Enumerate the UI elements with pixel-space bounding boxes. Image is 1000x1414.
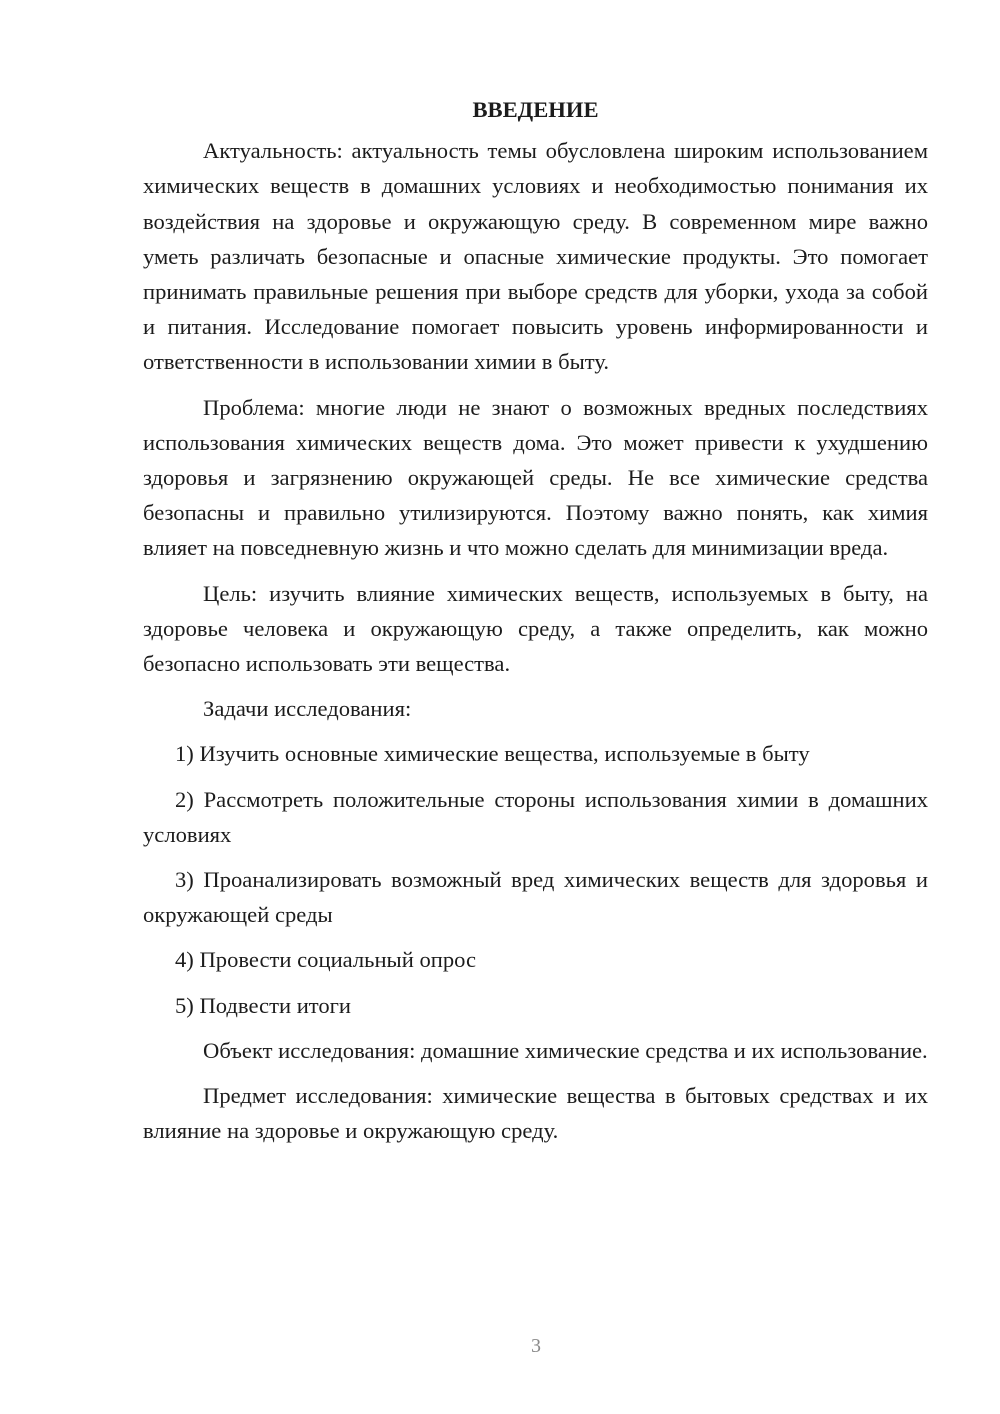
paragraph-object: Объект исследования: домашние химические средства и их использование. (203, 1037, 928, 1063)
paragraph-goal: Цель: изучить влияние химических веществ, используемых в быту, на здоровье человека и окружающую среду, а также определить, как можно безопасно использовать эти вещества. (143, 580, 928, 677)
task-item-4: 4) Провести социальный опрос (175, 947, 477, 973)
task-item-3: 3) Проанализировать возможный вред химических веществ для здоровья и окружающей среды (143, 867, 928, 928)
paragraph-problem: Проблема: многие люди не знают о возможных вредных последствиях использования химических веществ дома. Это может привести к ухудшению здоровья и загрязнению окружающей среды. Не все химические средства безопасны и правильно утилизируются. Поэтому важно понять, как химия влияет на повседневную жизнь и что можно сделать для минимизации вреда. (143, 394, 928, 561)
page-number: 3 (531, 1335, 541, 1357)
paragraph-tasks-heading: Задачи исследования: (203, 696, 412, 722)
paragraph-relevance: Актуальность: актуальность темы обусловлена широким использованием химических веществ в домашних условиях и необходимостью понимания их воздействия на здоровье и окружающую среду. В современном мире важно уметь различать безопасные и опасные химические продукты. Это помогает принимать правильные решения при выборе средств для уборки, ухода за собой и питания. Исследование помогает повысить уровень информированности и ответственности в использовании химии в быту. (143, 138, 928, 375)
page-content (143, 92, 928, 1158)
paragraph-subject: Предмет исследования: химические вещества в бытовых средствах и их влияние на здоровье и окружающую среду. (143, 1083, 928, 1144)
task-item-2: 2) Рассмотреть положительные стороны использования химии в домашних условиях (143, 786, 928, 847)
task-item-5: 5) Подвести итоги (175, 992, 352, 1018)
task-item-1: 1) Изучить основные химические вещества, используемые в быту (175, 741, 810, 767)
section-title: ВВЕДЕНИЕ (472, 97, 599, 122)
